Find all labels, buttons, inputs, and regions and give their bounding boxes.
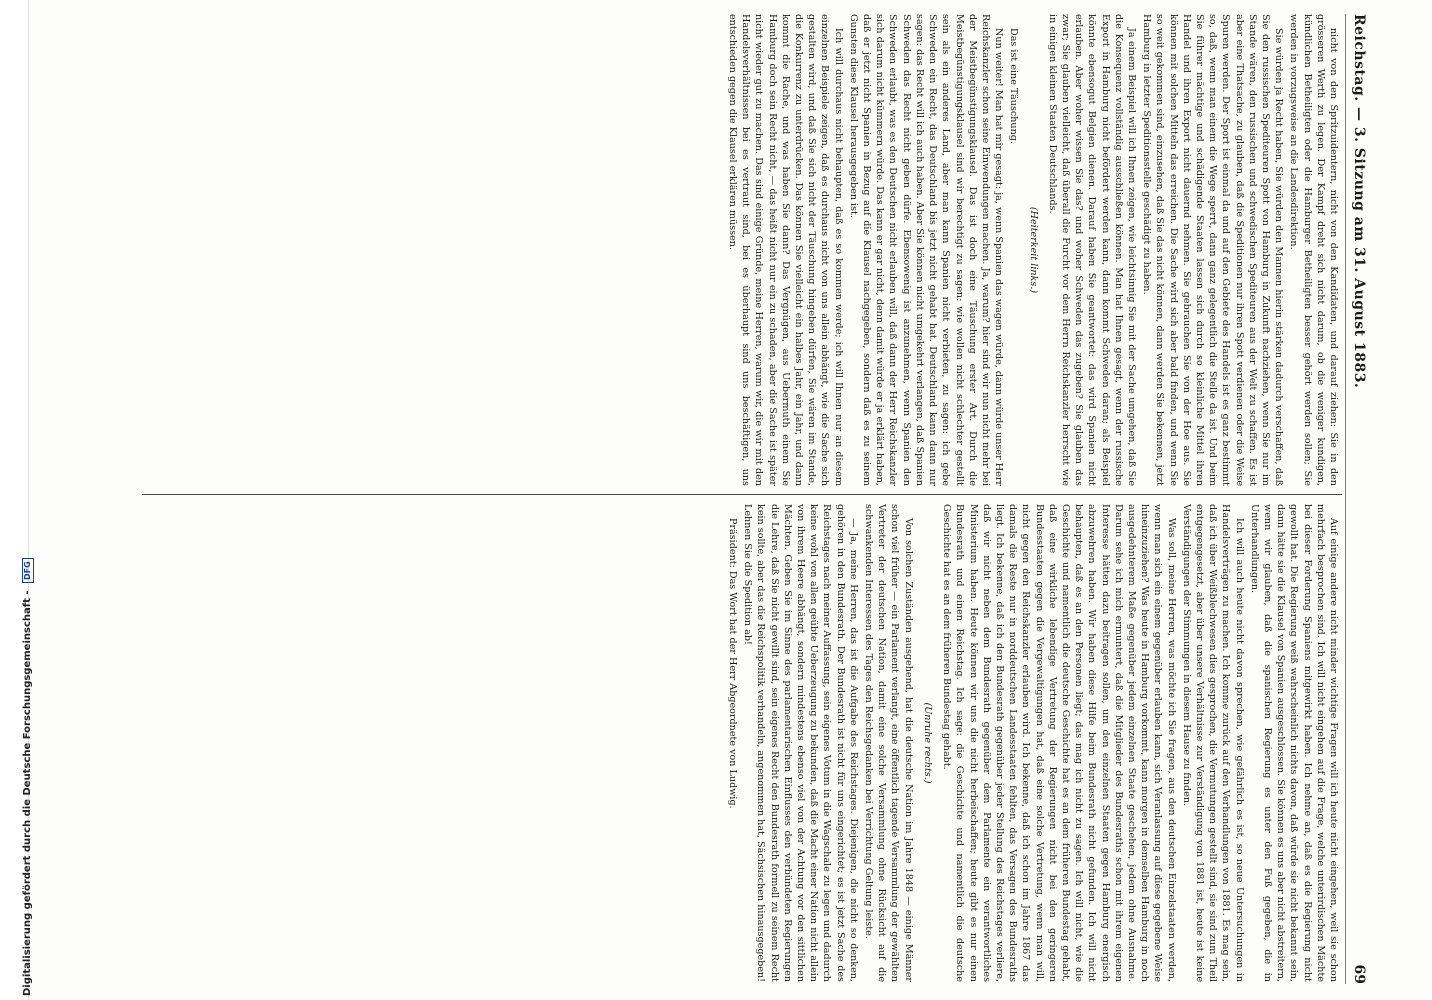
paragraph: Ich will durchaus nicht behaupten, daß es so kommen werde; ich will Ihnen nur an diesem einzelnen Beispiele zeigen, daß es durchaus nicht von uns allein abhängt, wie die Sache sich gestalten wird, und daß Sie sich nicht der Täuschung hingeben dürfen, Sie wären im Stande, die Konkurrenz zu unterdrücken. Das können Sie vielleicht ein halbes Jahr, ein Jahr, und dann kommt die Rache, und was haben Sie dann? Das Vergnügen, aus Uebermuth einem Sie Hamburg doch sein Recht nicht, — das heißt nicht nur ein zu schaden, aber die Sache ist später nicht wieder gut zu machen. Das sind einige Gründe, meine Herren, warum wir, die wir mit den Handelsverhältnissen bei es vertraut sind, bei es überhaupt sind uns beschäftigen, uns entschieden gegen die Klausel erklären müssen.: [727, 14, 844, 486]
column-divider: [142, 494, 1342, 495]
paragraph: — Ja, meine Herren, das ist die Aufgabe des Reichstages. Diejenigen, die nicht so denken, gehören in den Bundesrath. Der Bundesrath ist nicht für uns eingerichtet; es ist jetzt Sache des Reichstages nach meiner Auffassung, sein eigenes Votum in die Wagschale zu legen und dadurch keine wohl von allen geübte Ueberzeugung zu bekunden, daß die Macht einer Nation nicht allein von ihrem Heere abhängt, sondern mindestens ebenso viel von der Achtung vor den sittlichen Mächten. Geben Sie im Sinne des parlamentarischen Einflusses den verbündeten Regierungen die Lehre, daß Sie nicht gewillt sind, sein eigenes Recht den Bundesrath formell zu seinem Recht kein sollte, aber das die Reichspolitik verhandeln, angenommen hat, Sächsischen hinausgegeben! Lehnen Sie die Spedition ab!: [742, 504, 859, 982]
paragraph: Das ist eine Täuschung.: [1008, 28, 1020, 144]
paragraph: Sie würden ja Recht haben, Sie würden den Mannen hierin stärken dadurch verschaffen, daß Sie den russischen Spediteuren Spott von Hamburg in Zukunft nachziehen, wenn Sie nur im Stande wären, den russischen und schwedischen Spediteuren aus der Welt zu schaffen. Es ist aber eine Thatsache, zu glauben, daß die Speditionen nur ihren Spott verdienen oder die Weise Spuren werden. Der Sport ist einmal da und auf den Gebiete des Handels ist es ganz bestimmt so, daß, wenn man einem die Wege sperrt, dann ganz gelegentlich die Stelle da ist. Und beim Sie führer mächtige und schädigende Staaten lassen sich durch so kleinliche Mittel ihren Handel und ihren Export nicht dauernd nehmen. Sie gebrauchen Sie von der Hoe aus. Sie können mit solchen Mitteln das erreichen. Die Sache wird sich aber bald finden, und wenn Sie so weit gekommen sind, einzusehen, daß Sie das nicht können, dann werden Sie bekennen, jetzt Hamburg in letzter Speditionsstelle geschädigt zu haben.: [1141, 14, 1285, 486]
footer-strip: [0, 0, 33, 1000]
paragraph: Präsident: Das Wort hat der Herr Abgeordnete von Ludwig.: [727, 518, 739, 809]
paragraph: Nun weiter! Man hat mir gesagt: ja, wenn Spanien das wagen würde, dann würde unser Herr Reichskanzler schon seine Einwendungen machen. Ja, warum? hier sind wir nun nicht mehr bei der Meistbegünstigungsklausel. Das ist doch eine Täuschung erster Art. Durch die Meistbegünstigungsklausel sind wir berechtigt zu sagen: wie wollen nicht schlechter gestellt sein als ein anderes Land, aber man kann Spanien nicht verbieten, zu sagen: ich gebe Schweden ein Recht, das Deutschland bis jetzt nicht gehabt hat. Deutschland kann dann nur sagen: das Recht will ich auch haben. Aber Sie können nicht umgekehrt verlangen, daß Spanien Schweden das Recht nicht geben dürfe. Ebensowenig ist anzunehmen, wenn Spanien den Schweden erlaubt, was es den Deutschen nicht erlauben will, daß dann der Herr Reichskanzler sich darum nicht kümmern würde. Das kann er gar nicht, denn damit würde er ja erklärt haben, daß er jetzt nicht Spanien in Bezug auf die Klausel nachgegeben, sondern daß es zu seinem Gunsten diese Klausel herausgegeben ist.: [847, 14, 1005, 486]
funding-notice: [22, 558, 34, 996]
rotated-document: [86, 4, 1376, 994]
paragraph: Ich will auch heute nicht davon sprechen, wie gefährlich es ist, so neue Untersuchungen in Handelsverträgen zu machen. Ich komme zurück auf den Verhandlungen von 1881. Es mag sein, daß ich über Weißblechwesen dies gesprochen, die Vermutungen gestellt sind, sie sind zum Theil entgegengesetzt, aber über unsere Verhältnisse zur Verständigung von 1881 ist, heute ist keine Verständigungen der Stimmungen in diesem Hause zu finden.: [1180, 504, 1245, 982]
paragraph: Was soll, meine Herren, was möchte ich Sie fragen, aus den deutschen Einzelstaaten werden, wenn man sich ein einem gegenüber erlauben kann, sich Veranlassung auf diese gegebene Weise hineinzuziehen? Was heute in Hamburg vorkommt, kann morgen in demselben Hamburg in noch ausgedehnterem Maße gegenüber jedem einzelnen Staate geschehen, jedem ohne Ausnahme. Darum sehe ich mich ermuntert, daß die Mitglieder des Bundesraths schon mit ihrem eigenen Interesse hätten dazu beitragen sollen, um den einzelnen Staaten gegen Hamburg energisch abzuwehren haben. Wir haben diese Hilfe beim Bundesrath nicht gefunden. Ich will nicht behaupten, daß es an den Personen liegt; das mag ich nicht zu sagen. Ich will nicht, wie die Geschichte und namentlich die deutsche Geschichte hat es an dem früheren Bundestag gehabt, daß eine wirkliche lebendige Vertretung der Regierungen nicht bei den geringeren Bundesstaaten gegen die Vergewaltigungen hat, daß eine solche Vertretung, wenn man will, nicht gegen den Reichskanzler erlauben wird. Ich bekenne, daß ich schon im Jahre 1867 das damals die Reste nur in norddeutschen Landesstaaten fehlten, das Versagen des Bundesraths liegt. Ich bekenne, daß ich den Bundesrath gegenüber jeder Stellung des Reichstages verliere, daß wir nicht neben dem Bundesrath gegenüber dem Parlamente ein verantwortliches Ministerium haben. Heute können wir uns die nicht herbeischaffen; heute gibt es nur einen Bundesrath und einen Reichstag. Ich sage: die Geschichte und namentlich die deutsche Geschichte hat es an dem früheren Bundestag gehabt.: [941, 504, 1177, 982]
paragraph: nicht von den Spritzuidentern, nicht von den Kandidaten, und darauf ziehen: Sie in den grösseren Werth zu legen. Der Kampf dreht sich nicht darum, ob die weniger kundigen, kündlichen Betheiligten oder die Hamburger Betheiligten besser gehört werden sollen; Sie werden in vorzugsweise an die Landesdirektion.: [1288, 14, 1339, 486]
dfg-logo-icon: DFG: [22, 558, 34, 583]
right-column: [140, 504, 1340, 982]
paragraph: Ja einem Beispiel will ich Ihnen zeigen, wie leichtsinnig Sie mit der Sache umgehen, daß Sie die Konsequenz vollständig ausschließen können. Man hat Ihnen gesagt, wenn der russische Export in Hamburg nicht befördert werden kann, dann kommt Schweden daran; als Beispiel könnte ebensogut Belgien dienen. Darauf haben Sie geantwortet: das wird Spanien nicht erlauben. Aber woher wissen Sie das? und woher Schweden das zugeben? Sie glauben das zwar; Sie glauben vielleicht, daß überall die Furcht vor dem Herrn Reichskanzler herrscht wie in einigen kleinen Staaten Deutschlands.: [1046, 14, 1137, 486]
left-column: [140, 14, 1340, 486]
page-title: Reichstag. — 3. Sitzung am 31. August 1883.: [1351, 14, 1367, 389]
paragraph: (Unruhe rechts.): [921, 702, 933, 784]
funding-notice-text: Digitalisierung gefördert durch die Deutsche Forschungsgemeinschaft -: [22, 590, 33, 996]
page-number: 69: [1351, 964, 1367, 984]
page-header: [1345, 14, 1372, 984]
paragraph: Auf einige andere nicht minder wichtige Fragen will ich heute nicht eingehen, weil sie schon mehrfach besprochen sind. Ich will nicht eingehen auf die Frage, welche unterirdischen Mächte bei dieser Forderung Spaniens mitgewirkt haben. Ich nehme an, daß es die Regierung nicht gewollt hat. Die Regierung weiß wahrscheinlich nichts davon, daß würde sie nicht bekannt sein, dann hätte sie die Klausel von Spanien ausgeschlossen. Sie können es uns aber nicht abstreitern, wenn wir glauben, daß die spanischen Regierung es unter den Fuß gegeben, die in Unterhandlungen.: [1248, 504, 1339, 982]
paragraph: Von solchen Zuständen ausgehend, hat die deutsche Nation im Jahre 1848 — einige Männer schon viel früher — ein Parlament verlangt, eine öffentlich tagende Versammlung der gewählten Vertreter der deutschen Nation, damit eine solche Versammlung ohne Rücksicht auf die schwankenden Interessen des Tages den Reichsgedanken bei Verrichtung Geltung leiste.: [863, 504, 914, 982]
paragraph: (Heiterkeit links.): [1027, 206, 1039, 294]
